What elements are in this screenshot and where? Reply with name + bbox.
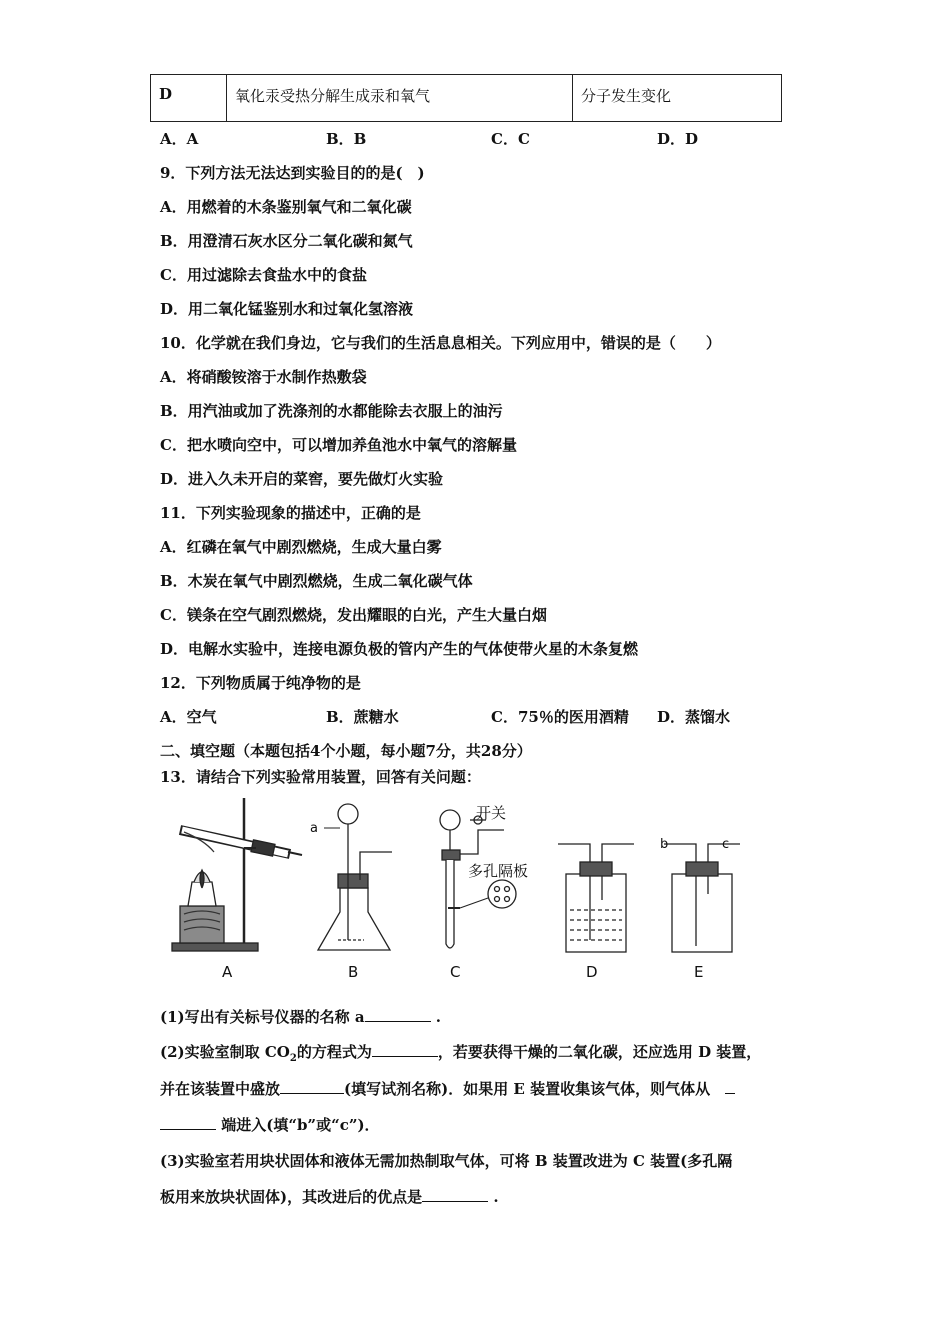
answer-table-row-d bbox=[150, 74, 782, 122]
apparatus-b bbox=[318, 804, 392, 950]
q12-option-d: D．蒸馏水 bbox=[657, 708, 731, 726]
mark-a: a bbox=[310, 821, 318, 836]
q13-part2-line3: 端进入(填“b”或“c”)． bbox=[160, 1114, 380, 1135]
q10-stem: 10．化学就在我们身边，它与我们的生活息息相关。下列应用中，错误的是（ ） bbox=[160, 334, 721, 352]
q11-option-d: D．电解水实验中，连接电源负极的管内产生的气体使带火星的木条复燃 bbox=[160, 640, 639, 658]
q9-stem: 9．下列方法无法达到实验目的的是( ) bbox=[160, 164, 425, 182]
q11-option-b: B．木炭在氧气中剧烈燃烧，生成二氧化碳气体 bbox=[160, 572, 473, 590]
q9-option-c: C．用过滤除去食盐水中的食盐 bbox=[160, 266, 367, 284]
apparatus-a bbox=[172, 798, 302, 951]
fig-label-e: E bbox=[694, 963, 704, 981]
fig-label-b: B bbox=[348, 963, 359, 981]
blank-2[interactable] bbox=[372, 1042, 438, 1057]
q11-stem: 11．下列实验现象的描述中，正确的是 bbox=[160, 504, 421, 522]
q13-part3-line1: (3)实验室若用块状固体和液体无需加热制取气体，可将 B 装置改进为 C 装置(多孔隔 bbox=[160, 1152, 733, 1170]
blank-1[interactable] bbox=[365, 1007, 431, 1022]
q13-stem: 13．请结合下列实验常用装置，回答有关问题： bbox=[160, 768, 481, 786]
q8-option-c: C．C bbox=[491, 130, 530, 148]
table-cell-conclusion: 分子发生变化 bbox=[581, 87, 672, 105]
table-cell-option: D bbox=[151, 75, 227, 121]
q11-option-a: A．红磷在氧气中剧烈燃烧，生成大量白雾 bbox=[160, 538, 442, 556]
switch-label: 开关 bbox=[476, 804, 507, 822]
q13-part2-line1: (2)实验室制取 $CO_2$的方程式为 ，若要获得干燥的二氧化碳，还应选用 D 装置， bbox=[160, 1043, 762, 1064]
q8-option-a: A．A bbox=[160, 130, 199, 148]
q11-option-c: C．镁条在空气剧烈燃烧，发出耀眼的白光，产生大量白烟 bbox=[160, 606, 547, 624]
q10-option-c: C．把水喷向空中，可以增加养鱼池水中氧气的溶解量 bbox=[160, 436, 517, 454]
q10-option-a: A．将硝酸铵溶于水制作热敷袋 bbox=[160, 368, 367, 386]
blank-5[interactable] bbox=[422, 1187, 488, 1202]
q9-option-d: D．用二氧化锰鉴别水和过氧化氢溶液 bbox=[160, 300, 414, 318]
fig-label-d: D bbox=[586, 963, 598, 981]
q10-option-b: B．用汽油或加了洗涤剂的水都能除去衣服上的油污 bbox=[160, 402, 503, 420]
apparatus-e bbox=[664, 844, 740, 952]
fig-label-a: A bbox=[222, 963, 233, 981]
table-cell-experiment: 氧化汞受热分解生成汞和氧气 bbox=[227, 75, 573, 121]
q9-option-b: B．用澄清石灰水区分二氧化碳和氮气 bbox=[160, 232, 413, 250]
q13-part1: (1)写出有关标号仪器的名称 a . bbox=[160, 1008, 442, 1026]
q12-option-a: A．空气 bbox=[160, 708, 217, 726]
mark-b: b bbox=[660, 837, 669, 852]
q10-option-d: D．进入久未开启的菜窖，要先做灯火实验 bbox=[160, 470, 444, 488]
blank-4[interactable] bbox=[160, 1115, 216, 1130]
fig-label-c: C bbox=[450, 963, 461, 981]
q13-part2-line2: 并在该装置中盛放 (填写试剂名称)．如果用 E 装置收集该气体，则气体从 bbox=[160, 1078, 735, 1099]
q12-option-c: C．75％的医用酒精 bbox=[491, 708, 629, 726]
apparatus-figure bbox=[160, 790, 760, 990]
q9-option-a: A．用燃着的木条鉴别氧气和二氧化碳 bbox=[160, 198, 412, 216]
q8-option-d: D．D bbox=[657, 130, 699, 148]
q13-part3-line2: 板用来放块状固体)，其改进后的优点是 . bbox=[160, 1188, 499, 1206]
apparatus-d bbox=[558, 844, 634, 952]
blank-3[interactable] bbox=[280, 1079, 344, 1094]
section-heading: 二、填空题（本题包括4个小题，每小题7分，共28分） bbox=[160, 742, 532, 760]
mark-c: c bbox=[722, 837, 730, 852]
q8-option-b: B．B bbox=[326, 130, 367, 148]
q12-stem: 12．下列物质属于纯净物的是 bbox=[160, 674, 361, 692]
q12-option-b: B．蔗糖水 bbox=[326, 708, 399, 726]
plate-label: 多孔隔板 bbox=[468, 862, 529, 880]
